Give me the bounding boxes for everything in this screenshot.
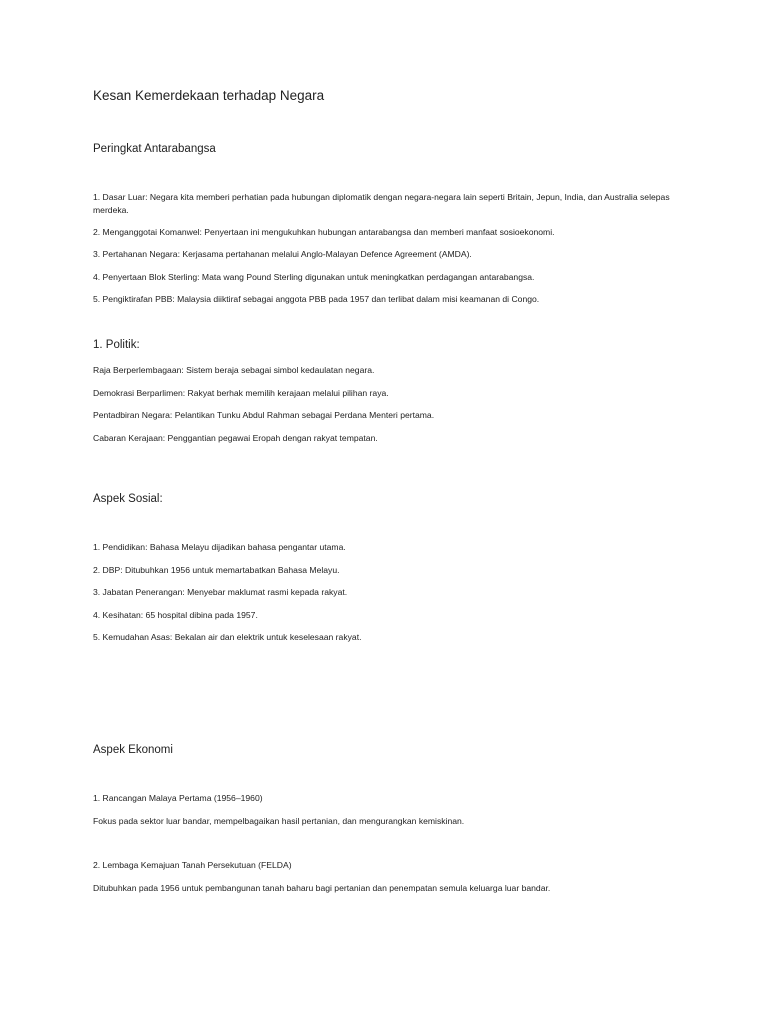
paragraph: 1. Rancangan Malaya Pertama (1956–1960) xyxy=(93,793,263,803)
paragraph: 2. Menganggotai Komanwel: Penyertaan ini mengukuhkan hubungan antarabangsa dan memberi manfaat sosioekonomi. xyxy=(93,227,555,237)
paragraph: 3. Pertahanan Negara: Kerjasama pertahanan melalui Anglo-Malayan Defence Agreement (AMDA). xyxy=(93,249,472,259)
paragraph: Fokus pada sektor luar bandar, mempelbagaikan hasil pertanian, dan mengurangkan kemiskinan. xyxy=(93,816,465,826)
section-heading-ekonomi: Aspek Ekonomi xyxy=(93,744,173,756)
document-title: Kesan Kemerdekaan terhadap Negara xyxy=(93,88,325,103)
paragraph: 4. Kesihatan: 65 hospital dibina pada 1957. xyxy=(93,610,258,620)
paragraph: 1. Dasar Luar: Negara kita memberi perhatian pada hubungan diplomatik dengan negara-negara lain seperti Britain, Jepun, India, dan Australia selepas merdeka. xyxy=(93,192,670,215)
paragraph: 5. Kemudahan Asas: Bekalan air dan elektrik untuk keselesaan rakyat. xyxy=(93,632,362,642)
paragraph: Cabaran Kerajaan: Penggantian pegawai Eropah dengan rakyat tempatan. xyxy=(93,433,378,443)
paragraph: Raja Berperlembagaan: Sistem beraja sebagai simbol kedaulatan negara. xyxy=(93,365,375,375)
paragraph: 2. Lembaga Kemajuan Tanah Persekutuan (FELDA) xyxy=(93,860,292,870)
paragraph: 3. Jabatan Penerangan: Menyebar maklumat rasmi kepada rakyat. xyxy=(93,587,348,597)
section-heading-antarabangsa: Peringkat Antarabangsa xyxy=(93,143,216,155)
section-heading-politik: 1. Politik: xyxy=(93,339,140,351)
section-heading-sosial: Aspek Sosial: xyxy=(93,493,163,505)
paragraph: Ditubuhkan pada 1956 untuk pembangunan tanah baharu bagi pertanian dan penempatan semula keluarga luar bandar. xyxy=(93,883,551,893)
paragraph: Pentadbiran Negara: Pelantikan Tunku Abdul Rahman sebagai Perdana Menteri pertama. xyxy=(93,410,435,420)
paragraph: 5. Pengiktirafan PBB: Malaysia diiktiraf sebagai anggota PBB pada 1957 dan terlibat dalam misi keamanan di Congo. xyxy=(93,294,540,304)
paragraph: 4. Penyertaan Blok Sterling: Mata wang Pound Sterling digunakan untuk meningkatkan perdagangan antarabangsa. xyxy=(93,272,535,282)
paragraph: 2. DBP: Ditubuhkan 1956 untuk memartabatkan Bahasa Melayu. xyxy=(93,565,340,575)
paragraph: Demokrasi Berparlimen: Rakyat berhak memilih kerajaan melalui pilihan raya. xyxy=(93,388,389,398)
paragraph: 1. Pendidikan: Bahasa Melayu dijadikan bahasa pengantar utama. xyxy=(93,542,346,552)
